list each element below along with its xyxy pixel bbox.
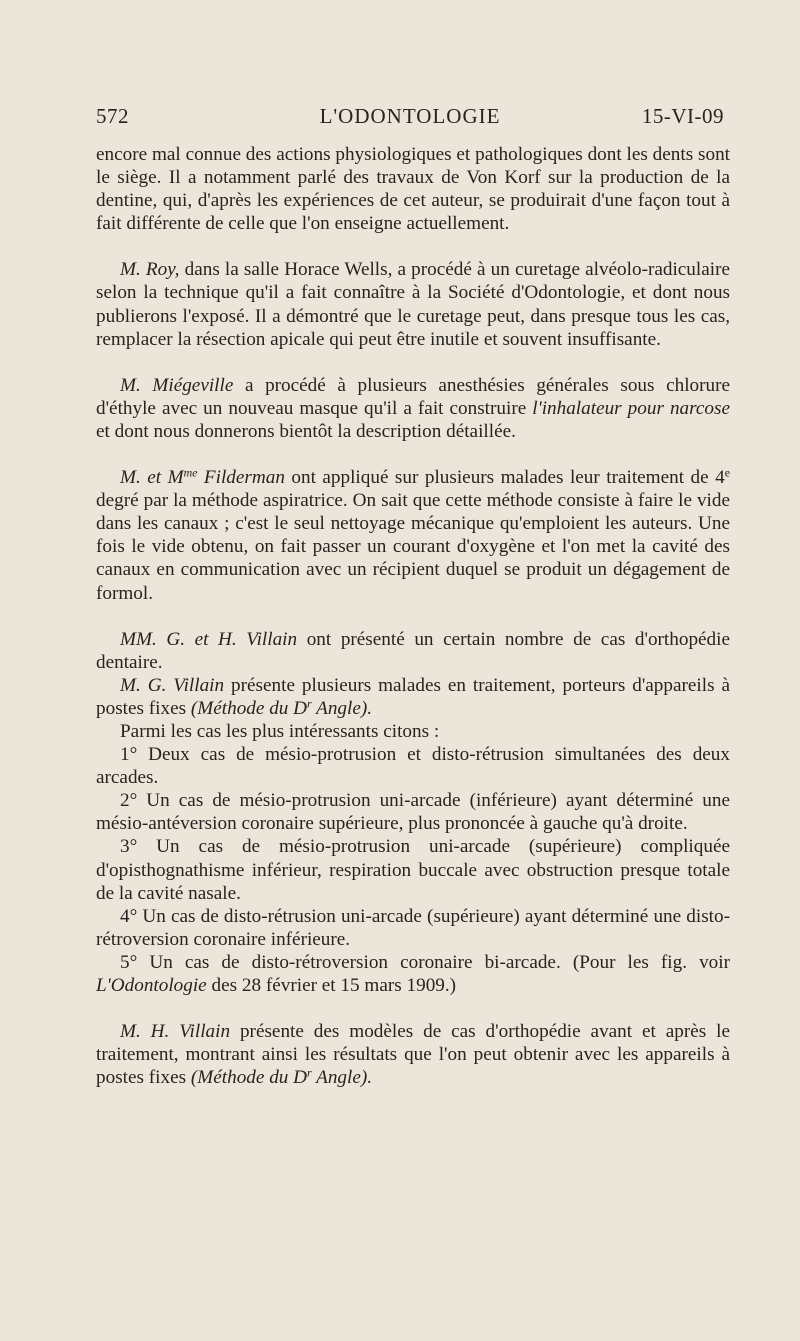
superscript: e bbox=[724, 465, 730, 480]
paragraph-text: ont appliqué sur plusieurs malades leur traitement de 4 bbox=[284, 467, 725, 489]
person-name: M. H. Villain bbox=[120, 1021, 231, 1043]
list-item: 3° Un cas de mésio-protrusion uni-arcade (supérieure) compliquée d'opisthognathisme inférieur, respiration buccale avec obstruction presque totale de la cavité nasale. bbox=[96, 836, 730, 904]
paragraph-text: et dont nous donnerons bientôt la description détaillée. bbox=[96, 420, 516, 442]
issue-date: 15-VI-09 bbox=[641, 104, 724, 128]
paragraph-citons: Parmi les cas les plus intéressants citons : bbox=[120, 720, 440, 742]
device-name: l'inhalateur pour narcose bbox=[532, 397, 730, 419]
superscript: r bbox=[307, 1065, 312, 1080]
method-part: Angle). bbox=[311, 697, 373, 719]
paragraph-text: ont présenté un certain nombre de cas d'orthopédie dentaire. bbox=[96, 628, 730, 673]
list-item: 1° Deux cas de mésio-protrusion et disto-rétrusion simultanées des deux arcades. bbox=[96, 744, 730, 789]
article-body bbox=[96, 143, 730, 1089]
list-item bbox=[96, 951, 730, 997]
person-name: M. Miégeville bbox=[120, 374, 234, 396]
paragraph-miegeville bbox=[96, 374, 730, 443]
method-name bbox=[191, 698, 372, 719]
paragraph-text: a procédé à plusieurs anesthésies générales sous chlorure d'éthyle avec un nouveau masque qu'il a fait construire bbox=[96, 374, 731, 419]
person-name: MM. G. et H. Villain bbox=[120, 628, 298, 650]
paragraph-text: 5° Un cas de disto-rétroversion coronaire bi-arcade. (Pour les fig. voir bbox=[120, 951, 730, 973]
page-number: 572 bbox=[96, 104, 129, 128]
method-part: Angle). bbox=[311, 1067, 373, 1089]
method-part: (Méthode du D bbox=[190, 697, 308, 719]
person-name bbox=[120, 467, 285, 488]
list-item: 2° Un cas de mésio-protrusion uni-arcade (inférieure) ayant déterminé une mésio-antéversion coronaire supérieure, plus prononcée à gauche qu'à droite. bbox=[96, 790, 730, 835]
person-name: M. G. Villain bbox=[120, 674, 225, 696]
paragraph-intro: encore mal connue des actions physiologiques et pathologiques dont les dents sont le siège. Il a notamment parlé des travaux de Von Korf sur la production de la dentine, qui, d'après les expériences de cet auteur, se produirait d'une façon tout à fait différente de celle que l'on enseigne actuellement. bbox=[96, 144, 730, 235]
name-part: M. et M bbox=[120, 467, 184, 489]
superscript: me bbox=[183, 465, 198, 480]
paragraph-text: présente plusieurs malades en traitement, porteurs d'appareils à postes fixes bbox=[96, 674, 730, 719]
paragraph-h-villain bbox=[96, 1020, 730, 1089]
person-name: M. Roy, bbox=[120, 259, 180, 281]
name-part: Filderman bbox=[197, 467, 285, 489]
journal-reference: L'Odontologie bbox=[96, 975, 207, 996]
paragraph-g-villain bbox=[96, 674, 730, 720]
paragraph-text: degré par la méthode aspiratrice. On sait que cette méthode consiste à faire le vide dans les canaux ; c'est le seul nettoyage mécanique qu'emploient les auteurs. Une fois le vide obtenu, on fait passer un courant d'oxygène et l'on met la cavité des canaux en communication avec un récipient duquel se produit un dégagement de formol. bbox=[96, 490, 730, 604]
paragraph-villain-intro bbox=[96, 628, 730, 674]
paragraph-roy bbox=[96, 258, 730, 350]
paragraph-filderman bbox=[96, 466, 730, 605]
journal-title: L'ODONTOLOGIE bbox=[319, 104, 501, 128]
superscript: r bbox=[307, 696, 312, 711]
method-part: (Méthode du D bbox=[190, 1067, 308, 1089]
paragraph-text: présente des modèles de cas d'orthopédie avant et après le traitement, montrant ainsi les résultats que l'on peut obtenir avec les appareils à postes fixes bbox=[96, 1021, 730, 1089]
paragraph-text: des 28 février et 15 mars 1909.) bbox=[206, 975, 457, 996]
method-name bbox=[191, 1067, 372, 1088]
paragraph-text: dans la salle Horace Wells, a procédé à un curetage alvéolo-radiculaire selon la technique qu'il a fait connaître à la Société d'Odontologie, et dont nous publierons l'exposé. Il a démontré que le curetage peut, dans presque tous les cas, remplacer la résection apicale qui peut être inutile et souvent insuffisante. bbox=[96, 259, 730, 350]
list-item: 4° Un cas de disto-rétrusion uni-arcade (supérieure) ayant déterminé une disto-rétroversion coronaire inférieure. bbox=[96, 905, 730, 950]
running-header bbox=[96, 104, 724, 134]
